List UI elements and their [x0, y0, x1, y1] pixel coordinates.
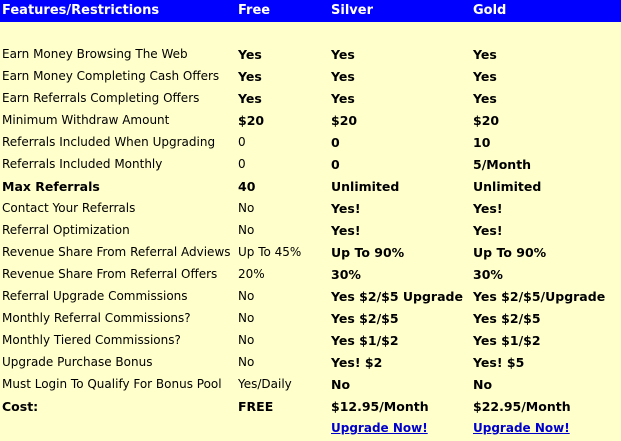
free-value: No	[238, 333, 255, 347]
gold-value: 5/Month	[473, 157, 532, 172]
free-value: No	[238, 311, 255, 325]
upgrade-silver-link[interactable]: Upgrade Now!	[331, 421, 428, 435]
feature-label: Referral Upgrade Commissions	[2, 289, 188, 303]
free-value: No	[238, 355, 255, 369]
free-value: Yes/Daily	[238, 377, 292, 391]
table-row	[0, 88, 621, 110]
gold-value: Yes!	[473, 223, 503, 238]
feature-label: Earn Money Completing Cash Offers	[2, 69, 220, 83]
feature-label: Cost:	[2, 399, 39, 414]
gold-value: Yes	[473, 69, 497, 84]
free-value: 20%	[238, 267, 265, 281]
feature-label: Monthly Referral Commissions?	[2, 311, 191, 325]
silver-value: 30%	[331, 267, 361, 282]
silver-value: Yes $2/$5 Upgrade	[331, 289, 463, 304]
free-value: No	[238, 201, 255, 215]
header-gold: Gold	[473, 3, 507, 18]
gold-value: 10	[473, 135, 491, 150]
header-silver: Silver	[331, 3, 373, 18]
upgrade-gold-link[interactable]: Upgrade Now!	[473, 421, 570, 435]
feature-label: Referrals Included When Upgrading	[2, 135, 216, 149]
silver-value: Yes! $2	[331, 355, 383, 370]
gold-value: Yes! $5	[473, 355, 525, 370]
gold-value: Yes $1/$2	[473, 333, 541, 348]
free-value: Yes	[238, 91, 262, 106]
gold-value: Yes $2/$5/Upgrade	[473, 289, 606, 304]
table-row	[0, 44, 621, 66]
feature-label: Contact Your Referrals	[2, 201, 136, 215]
free-value: No	[238, 223, 255, 237]
gold-value: Up To 90%	[473, 245, 547, 260]
table-row	[0, 154, 621, 176]
feature-label: Referrals Included Monthly	[2, 157, 163, 171]
silver-value: Yes!	[331, 223, 361, 238]
table-row	[0, 374, 621, 396]
silver-value: Unlimited	[331, 179, 400, 194]
gold-value: Unlimited	[473, 179, 542, 194]
table-row	[0, 66, 621, 88]
table-row	[0, 220, 621, 242]
silver-value: 0	[331, 157, 340, 172]
feature-label: Revenue Share From Referral Adviews	[2, 245, 231, 259]
table-row	[0, 110, 621, 132]
silver-value: $12.95/Month	[331, 399, 429, 414]
free-value: 40	[238, 179, 256, 194]
silver-value: 0	[331, 135, 340, 150]
feature-label: Referral Optimization	[2, 223, 130, 237]
silver-value: Yes	[331, 47, 355, 62]
table-row	[0, 286, 621, 308]
gold-value: $20	[473, 113, 500, 128]
free-value: Yes	[238, 69, 262, 84]
silver-value: $20	[331, 113, 358, 128]
header-free: Free	[238, 3, 271, 18]
feature-label: Max Referrals	[2, 179, 100, 194]
table-row	[0, 330, 621, 352]
free-value: 0	[238, 157, 246, 171]
silver-value: Yes $2/$5	[331, 311, 399, 326]
free-value: No	[238, 289, 255, 303]
feature-label: Monthly Tiered Commissions?	[2, 333, 181, 347]
table-row	[0, 242, 621, 264]
table-header	[0, 0, 621, 22]
silver-value: Yes $1/$2	[331, 333, 399, 348]
free-value: FREE	[238, 399, 274, 414]
upgrade-row	[0, 418, 621, 440]
table-row	[0, 308, 621, 330]
table-row	[0, 352, 621, 374]
free-value: Yes	[238, 47, 262, 62]
feature-label: Revenue Share From Referral Offers	[2, 267, 218, 281]
feature-label: Earn Referrals Completing Offers	[2, 91, 200, 105]
gold-value: $22.95/Month	[473, 399, 571, 414]
free-value: 0	[238, 135, 246, 149]
table-row	[0, 132, 621, 154]
free-value: Up To 45%	[238, 245, 302, 259]
table-row	[0, 396, 621, 418]
silver-value: Yes!	[331, 201, 361, 216]
gold-value: 30%	[473, 267, 503, 282]
silver-value: No	[331, 377, 351, 392]
table-row	[0, 176, 621, 198]
feature-label: Upgrade Purchase Bonus	[2, 355, 153, 369]
gold-value: Yes	[473, 47, 497, 62]
gold-value: Yes	[473, 91, 497, 106]
free-value: $20	[238, 113, 265, 128]
silver-value: Up To 90%	[331, 245, 405, 260]
silver-value: Yes	[331, 91, 355, 106]
feature-label: Minimum Withdraw Amount	[2, 113, 170, 127]
feature-label: Earn Money Browsing The Web	[2, 47, 188, 61]
header-features: Features/Restrictions	[2, 3, 160, 18]
table-row	[0, 198, 621, 220]
table-row	[0, 264, 621, 286]
feature-label: Must Login To Qualify For Bonus Pool	[2, 377, 222, 391]
gold-value: Yes $2/$5	[473, 311, 541, 326]
silver-value: Yes	[331, 69, 355, 84]
gold-value: Yes!	[473, 201, 503, 216]
gold-value: No	[473, 377, 493, 392]
